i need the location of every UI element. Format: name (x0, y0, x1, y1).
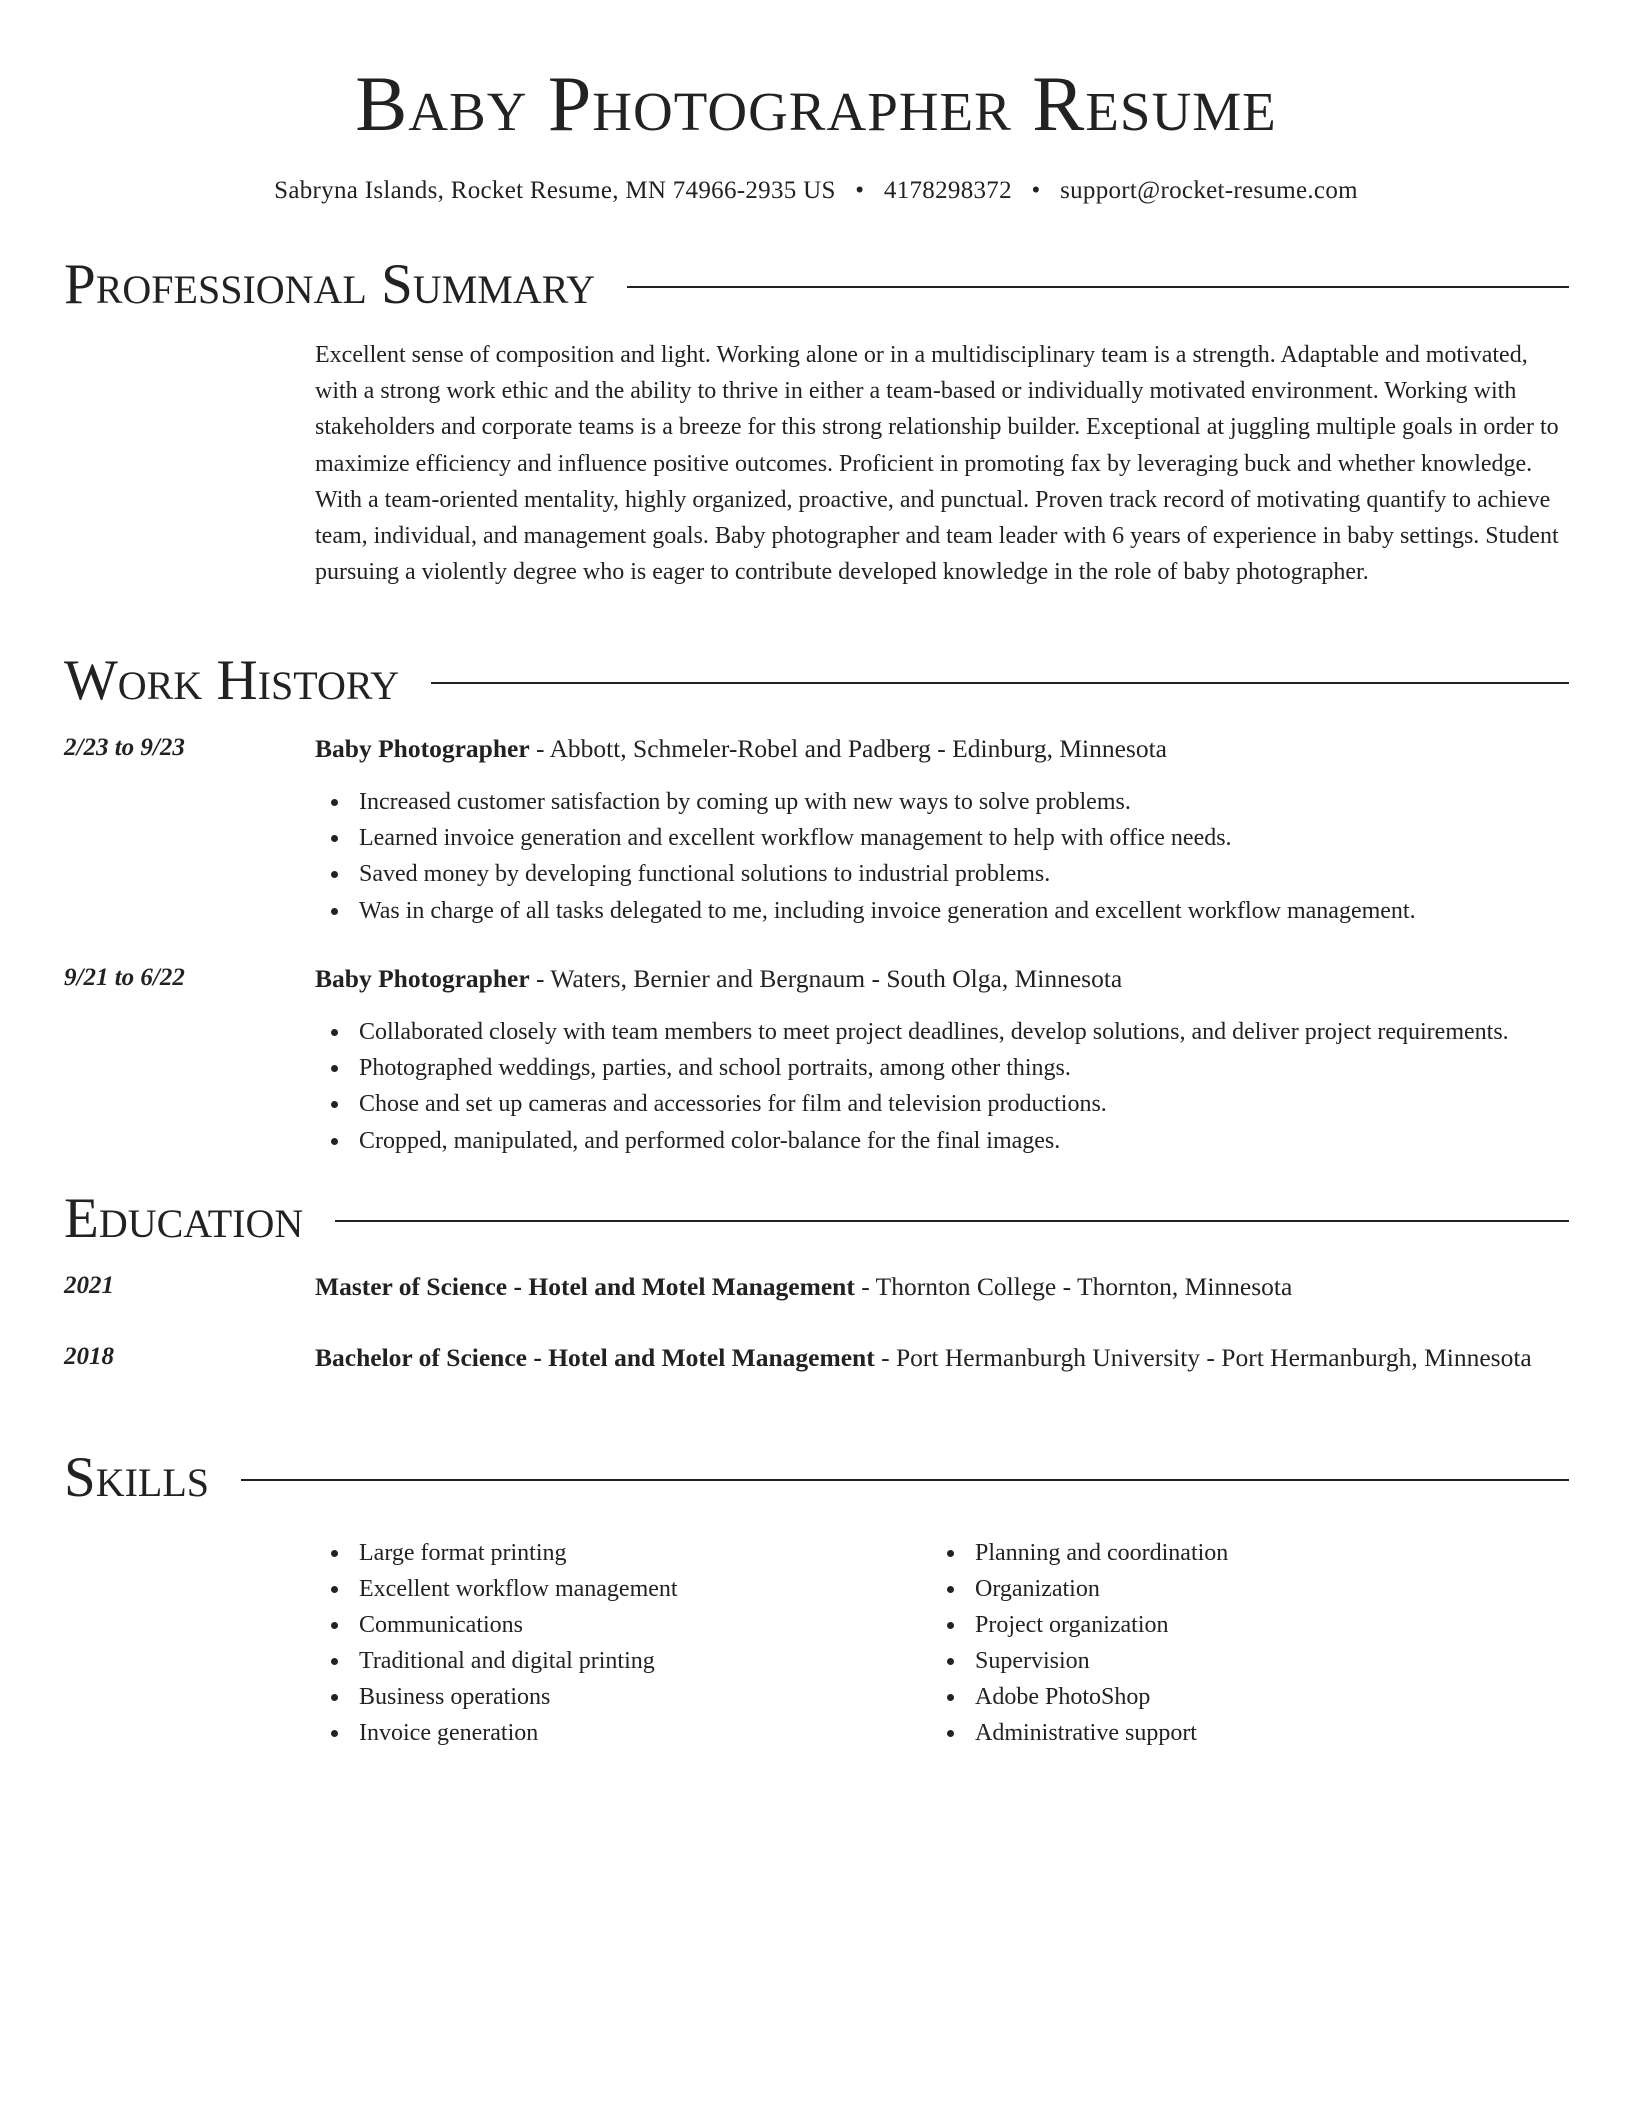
list-item: Cropped, manipulated, and performed color-balance for the final images. (315, 1123, 1569, 1159)
education-details: - Thornton College - Thornton, Minnesota (854, 1272, 1293, 1301)
section-divider (241, 1479, 1569, 1481)
skill-item: Project organization (931, 1607, 1547, 1643)
section-header-education (64, 1187, 1569, 1251)
job-dates: 2/23 to 9/23 (64, 734, 185, 761)
skill-item: Traditional and digital printing (315, 1643, 931, 1679)
skills-list (315, 1535, 1569, 1751)
list-item: Learned invoice generation and excellent workflow management to help with office needs. (315, 820, 1569, 856)
job-heading (315, 730, 1569, 768)
education-heading (315, 1268, 1569, 1306)
job-title: Baby Photographer (315, 964, 530, 993)
section-title-skills: Skills (64, 1446, 210, 1509)
list-item: Chose and set up cameras and accessories for film and television productions. (315, 1086, 1569, 1122)
section-title-work-history: Work History (64, 649, 400, 712)
contact-email[interactable]: support@rocket-resume.com (1060, 177, 1358, 204)
education-year: 2021 (64, 1272, 114, 1299)
job-bullets (315, 784, 1569, 929)
education-degree: Bachelor of Science - Hotel and Motel Management (315, 1343, 875, 1372)
resume-title: Baby Photographer Resume (355, 60, 1277, 147)
section-divider (431, 682, 1569, 684)
skill-item: Supervision (931, 1643, 1547, 1679)
summary-text: Excellent sense of composition and light. Working alone or in a multidisciplinary team is a strength. Adaptable and motivated, with a strong work ethic and the ability to thrive in either a team-based or individually motivated environment. Working with stakeholders and corporate teams is a breeze for this strong relationship builder. Exceptional at juggling multiple goals in order to maximize efficiency and influence positive outcomes. Proficient in promoting fax by leveraging buck and whether knowledge. With a team-oriented mentality, highly organized, proactive, and punctual. Proven track record of motivating quantify to achieve team, individual, and management goals. Baby photographer and team leader with 6 years of experience in baby settings. Student pursuing a violently degree who is eager to contribute developed knowledge in the role of baby photographer. (315, 342, 1559, 586)
section-title-summary: Professional Summary (64, 253, 596, 316)
job-bullets (315, 1014, 1569, 1159)
job-dates: 9/21 to 6/22 (64, 964, 185, 991)
section-header-summary (64, 253, 1569, 317)
education-year: 2018 (64, 1343, 114, 1370)
skill-item: Communications (315, 1607, 931, 1643)
list-item: Photographed weddings, parties, and school portraits, among other things. (315, 1050, 1569, 1086)
list-item: Increased customer satisfaction by coming up with new ways to solve problems. (315, 784, 1569, 820)
contact-address: Sabryna Islands, Rocket Resume, MN 74966-2935 US (274, 177, 836, 204)
education-entry (64, 1268, 1569, 1306)
list-item: Was in charge of all tasks delegated to me, including invoice generation and excellent workflow management. (315, 893, 1569, 929)
job-entry (64, 960, 1569, 1159)
education-degree: Master of Science - Hotel and Motel Management (315, 1272, 855, 1301)
contact-separator: • (855, 177, 865, 204)
job-entry (64, 730, 1569, 929)
section-divider (627, 286, 1569, 288)
skill-item: Invoice generation (315, 1715, 931, 1751)
list-item: Saved money by developing functional solutions to industrial problems. (315, 856, 1569, 892)
job-details: - Abbott, Schmeler-Robel and Padberg - Edinburg, Minnesota (529, 734, 1168, 763)
skills-column-left (315, 1535, 931, 1751)
skill-item: Organization (931, 1571, 1547, 1607)
skill-item: Business operations (315, 1679, 931, 1715)
skill-item: Large format printing (315, 1535, 931, 1571)
skill-item: Administrative support (931, 1715, 1547, 1751)
section-header-skills (64, 1446, 1569, 1510)
section-divider (335, 1220, 1569, 1222)
list-item: Collaborated closely with team members to meet project deadlines, develop solutions, and deliver project requirements. (315, 1014, 1569, 1050)
contact-separator: • (1031, 177, 1041, 204)
section-title-education: Education (64, 1187, 304, 1250)
skill-item: Planning and coordination (931, 1535, 1547, 1571)
contact-line (0, 173, 1632, 209)
education-entry (64, 1339, 1569, 1377)
education-heading (315, 1339, 1569, 1377)
contact-phone: 4178298372 (883, 177, 1012, 204)
job-title: Baby Photographer (315, 734, 530, 763)
education-details: - Port Hermanburgh University - Port Hermanburgh, Minnesota (874, 1343, 1532, 1372)
section-header-work-history (64, 649, 1569, 713)
skill-item: Excellent workflow management (315, 1571, 931, 1607)
skills-column-right (931, 1535, 1547, 1751)
job-details: - Waters, Bernier and Bergnaum - South Olga, Minnesota (529, 964, 1123, 993)
job-heading (315, 960, 1569, 998)
skill-item: Adobe PhotoShop (931, 1679, 1547, 1715)
